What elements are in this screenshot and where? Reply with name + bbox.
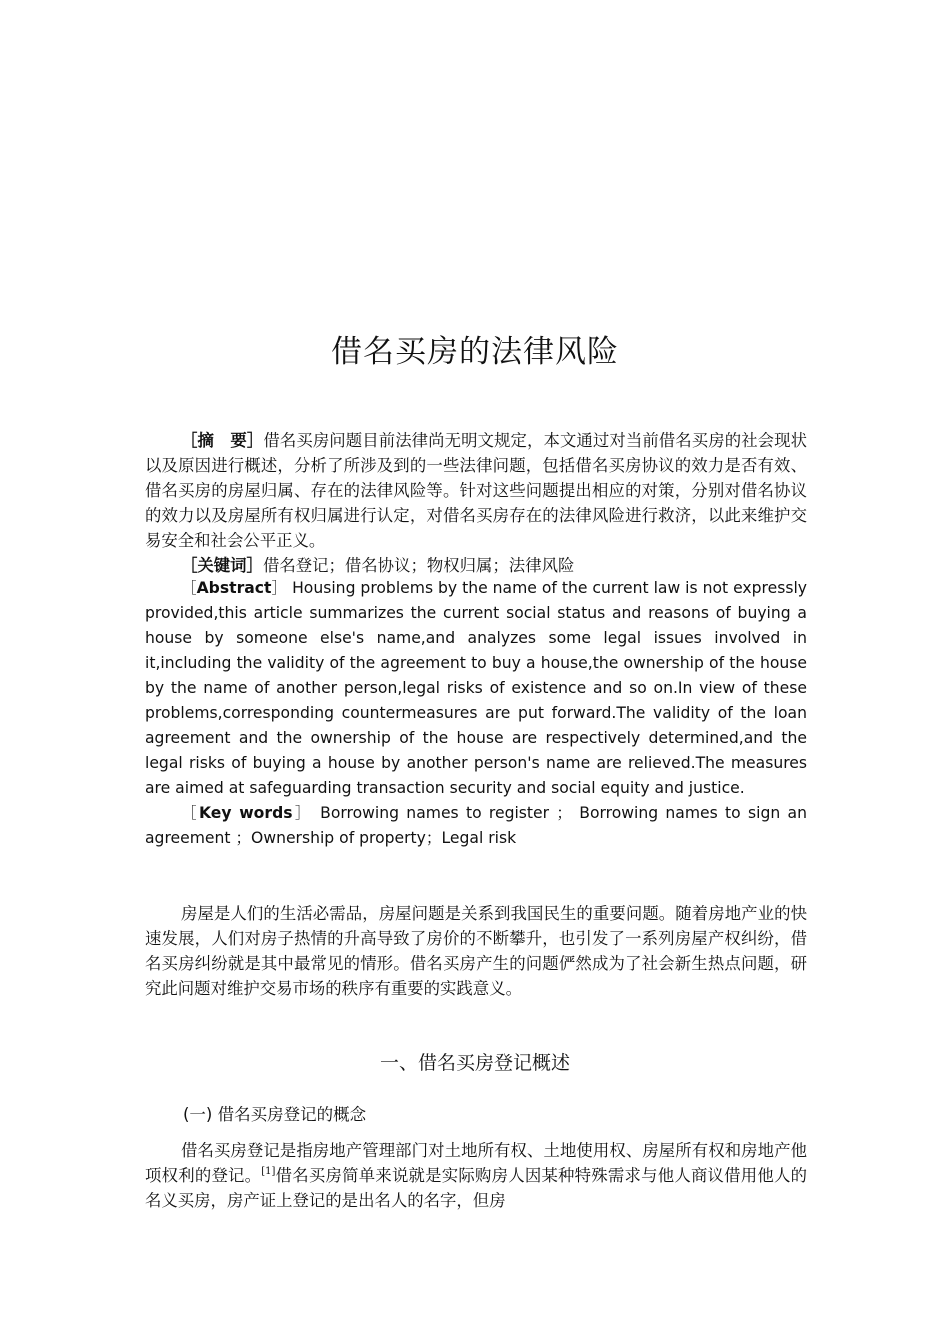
keywords-en-paragraph: ［Key words］ Borrowing names to register ； Borrowing names to sign an agreement ；Ownership of property；Legal risk: [145, 804, 807, 847]
section1-body: [145, 1138, 807, 1213]
intro-paragraph: 房屋是人们的生活必需品，房屋问题是关系到我国民生的重要问题。随着房地产业的快速发展，人们对房子热情的升高导致了房价的不断攀升，也引发了一系列房屋产权纠纷，借名买房纠纷就是其中最常见的情形。借名买房产生的问题俨然成为了社会新生热点问题，研究此问题对维护交易市场的秩序有重要的实践意义。: [145, 904, 807, 998]
keywords-zh-text: 借名登记；借名协议；物权归属；法律风险: [262, 556, 575, 575]
intro: [145, 901, 807, 1001]
section1-text-b: 借名买房简单来说就是实际购房人因某种特殊需求与他人商议借用他人的名义买房，房产证上登记的是出名人的名字，但房: [145, 1166, 808, 1210]
abstract-zh-text: 借名买房问题目前法律尚无明文规定，本文通过对当前借名买房的社会现状以及原因进行概述，分析了所涉及到的一些法律问题，包括借名买房协议的效力是否有效、借名买房的房屋归属、存在的法律风险等。针对这些问题提出相应的对策，分别对借名协议的效力以及房屋所有权归属进行认定，对借名买房存在的法律风险进行救济，以此来维护交易安全和社会公平正义。: [145, 431, 808, 550]
keywords-zh-label: ［关键词］: [181, 556, 263, 575]
abstract-en-text: Housing problems by the name of the current law is not expressly provided,this article summarizes the current social status and reasons of buying a house by someone else's name,and analyzes some legal issues involved in it,including the validity of the agreement to buy a house,the ownership of the house by the name of another person,legal risks of existence and so on.In view of these problems,corresponding countermeasures are put forward.The validity of the loan agreement and the ownership of the house are respectively determined,and the legal risks of buying a house by another person's name are relieved.The measures are aimed at safeguarding transaction security and social equity and justice.: [145, 579, 808, 797]
keywords-en-label: Key words: [198, 804, 293, 822]
section1-text-a: 借名买房登记是指房地产管理部门对土地所有权、土地使用权、房屋所有权和房地产他项权利的登记。: [145, 1141, 807, 1185]
paper-title: 借名买房的法律风险: [331, 334, 619, 370]
abstract-en-label: Abstract: [196, 579, 272, 597]
keywords-zh-paragraph: [145, 553, 807, 578]
abstract-zh-label: ［摘 要］: [181, 431, 264, 450]
keywords-en-text: Borrowing names to register ； Borrowing names to sign an agreement ；Ownership of property；Legal risk: [145, 804, 807, 847]
subsection-heading: (一) 借名买房登记的概念: [183, 1105, 367, 1124]
abstract-zh: [145, 428, 807, 578]
section-heading: 一、借名买房登记概述: [379, 1052, 570, 1074]
footnote-ref[interactable]: [1]: [261, 1166, 276, 1177]
section1-paragraph: [145, 1138, 807, 1213]
abstract-en-paragraph: ［Abstract］ Housing problems by the name of the current law is not expressly provided,this article summarizes the current social status and reasons of buying a house by someone else's name,and analyzes some legal issues involved in it,including the validity of the agreement to buy a house,the ownership of the house by the name of another person,legal risks of existence and so on.In view of these problems,corresponding countermeasures are put forward.The validity of the loan agreement and the ownership of the house are respectively determined,and the legal risks of buying a house by another person's name are relieved.The measures are aimed at safeguarding transaction security and social equity and justice.: [145, 579, 808, 797]
abstract-en: [145, 576, 807, 851]
abstract-zh-paragraph: [145, 428, 807, 553]
